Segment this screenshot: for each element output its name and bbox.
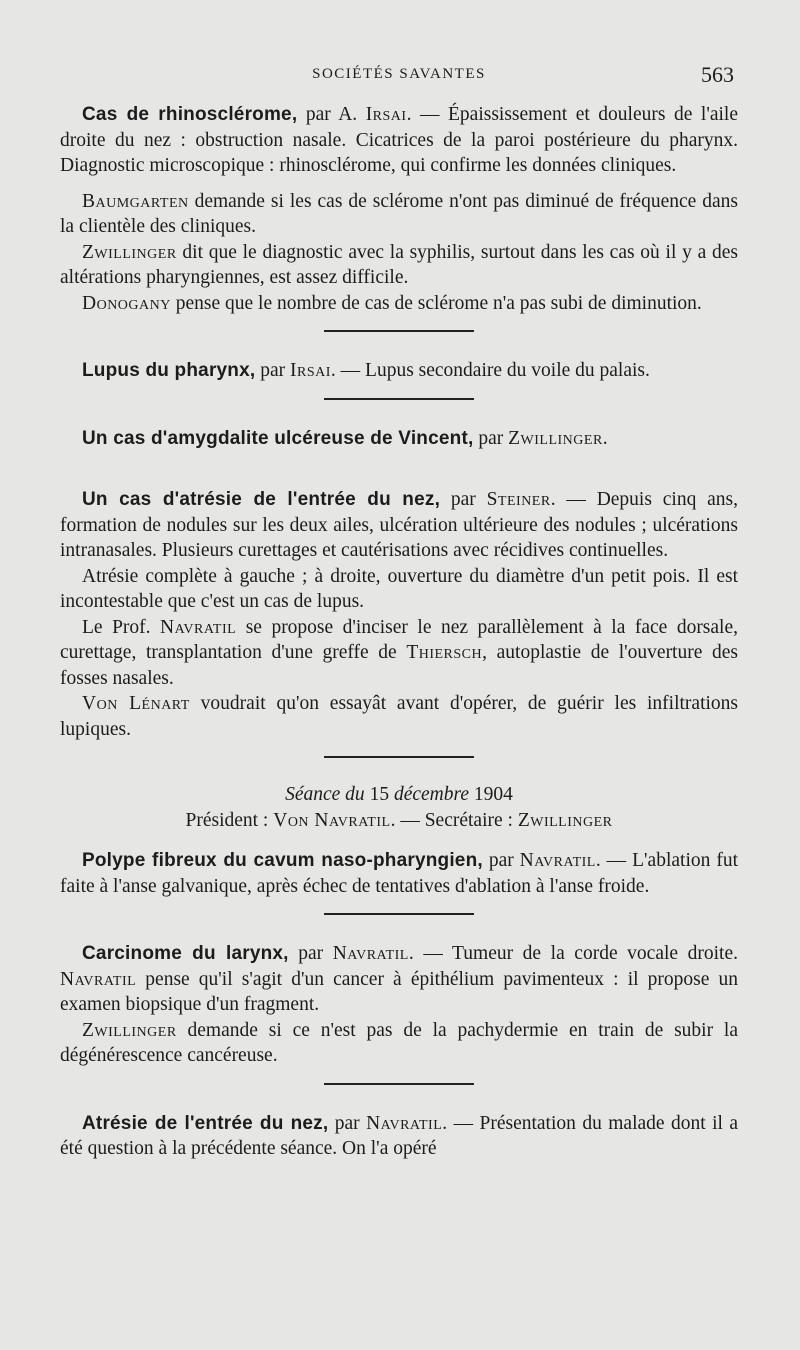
speaker-name: Navratil <box>160 616 237 638</box>
paragraph-navratil-proposal: Le Prof. Navratil se propose d'inciser le nez parallèlement à la face dorsale, curettage, transplantation d'une greffe de Thiersch, autoplastie de l'ouverture des fosses nasales. <box>60 616 738 689</box>
section-title: Carcinome du larynx, <box>82 943 289 964</box>
paragraph-text: . — Épaississement et douleurs de l'aile droite du nez : obstruction nasale. Cicatrices de la paroi postérieure du pharynx. Diagnostic microscopique : rhinosclérome, qui confirme les données cliniques. <box>60 104 738 176</box>
author-name: Irsai <box>290 360 331 381</box>
author-name: Irsai <box>365 104 407 125</box>
section-title: Lupus du pharynx, <box>82 360 256 381</box>
section-title: Atrésie de l'entrée du nez, <box>82 1112 329 1134</box>
discussion-baumgarten: Baumgarten demande si les cas de sclérome n'ont pas diminué de fréquence dans la clientèle des cliniques. <box>60 190 738 237</box>
paragraph-amygdalite: Un cas d'amygdalite ulcéreuse de Vincent, par Zwillinger. <box>82 427 608 449</box>
paragraph-atresie-detail: Atrésie complète à gauche ; à droite, ouverture du diamètre d'un petit pois. Il est incontestable que c'est un cas de lupus. <box>60 565 738 612</box>
section-divider <box>324 398 474 400</box>
author-name: Steiner <box>486 489 551 510</box>
discussion-zwillinger: Zwillinger dit que le diagnostic avec la syphilis, surtout dans les cas où il y a des altérations pharyngiennes, est assez difficile. <box>60 241 738 288</box>
page-number: 563 <box>701 62 734 87</box>
discussion-von-lenart: Von Lénart voudrait qu'on essayât avant d'opérer, de guérir les infiltrations lupiques. <box>60 693 738 740</box>
paragraph-lupus-pharynx: Lupus du pharynx, par Irsai. — Lupus secondaire du voile du palais. <box>82 360 650 381</box>
president-name: Von Navratil <box>273 810 391 831</box>
discussion-zwillinger-2: Zwillinger demande si ce n'est pas de la pachydermie en train de subir la dégénérescence cancéreuse. <box>60 1019 738 1066</box>
speaker-name: Zwillinger <box>82 1019 177 1041</box>
author-name: Zwillinger <box>508 427 603 449</box>
author-name: Navratil <box>519 850 596 871</box>
session-date: Séance du 15 décembre 1904 <box>285 784 513 805</box>
section-title: Cas de rhinosclérome, <box>82 104 298 125</box>
author-name: Navratil <box>332 943 409 964</box>
secretary-name: Zwillinger <box>517 810 613 831</box>
section-divider <box>324 330 474 332</box>
section-divider <box>324 913 474 915</box>
speaker-name: Von Lénart <box>82 693 190 714</box>
section-divider <box>324 756 474 758</box>
author-name: Navratil <box>366 1112 443 1134</box>
section-title: Un cas d'amygdalite ulcéreuse de Vincent, <box>82 427 474 449</box>
speaker-name: Zwillinger <box>82 241 177 263</box>
section-divider <box>324 1083 474 1085</box>
paragraph-carcinome: Carcinome du larynx, par Navratil. — Tumeur de la corde vocale droite. Navratil pense qu'il s'agit d'un cancer à épithélium pavimenteux : il propose un examen biopsique d'un fragment. <box>60 943 739 1015</box>
paragraph-rhinoscleroma: Cas de rhinosclérome, par A. Irsai. — Épaississement et douleurs de l'aile droite du nez : obstruction nasale. Cicatrices de la paroi postérieure du pharynx. Diagnostic microscopique : rhinosclérome, qui confirme les données cliniques. <box>60 104 738 176</box>
speaker-name: Baumgarten <box>82 190 189 212</box>
person-name: Thiersch <box>406 642 483 663</box>
paragraph-atresie-steiner: Un cas d'atrésie de l'entrée du nez, par Steiner. — Depuis cinq ans, formation de nodules sur les deux ailes, ulcération ultérieure des nodules ; ulcérations intranasales. Plusieurs curettages et cautérisations avec récidives continuelles. <box>60 489 738 561</box>
discussion-donogany: Donogany pense que le nombre de cas de sclérome n'a pas subi de diminution. <box>82 292 702 314</box>
section-title: Polype fibreux du cavum naso-pharyngien, <box>82 850 483 871</box>
section-title: Un cas d'atrésie de l'entrée du nez, <box>82 489 441 510</box>
speaker-name: Navratil <box>60 968 137 990</box>
speaker-name: Donogany <box>82 292 171 314</box>
session-officers: Président : Von Navratil. — Secrétaire : Zwillinger <box>185 810 613 831</box>
running-title: SOCIÉTÉS SAVANTES <box>312 66 486 82</box>
paragraph-atresie-navratil: Atrésie de l'entrée du nez, par Navratil. — Présentation du malade dont il a été question à la précédente séance. On l'a opéré <box>60 1112 738 1159</box>
page-header <box>60 62 738 102</box>
paragraph-polype: Polype fibreux du cavum naso-pharyngien, par Navratil. — L'ablation fut faite à l'anse galvanique, après échec de tentatives d'ablation à l'anse froide. <box>60 850 738 897</box>
